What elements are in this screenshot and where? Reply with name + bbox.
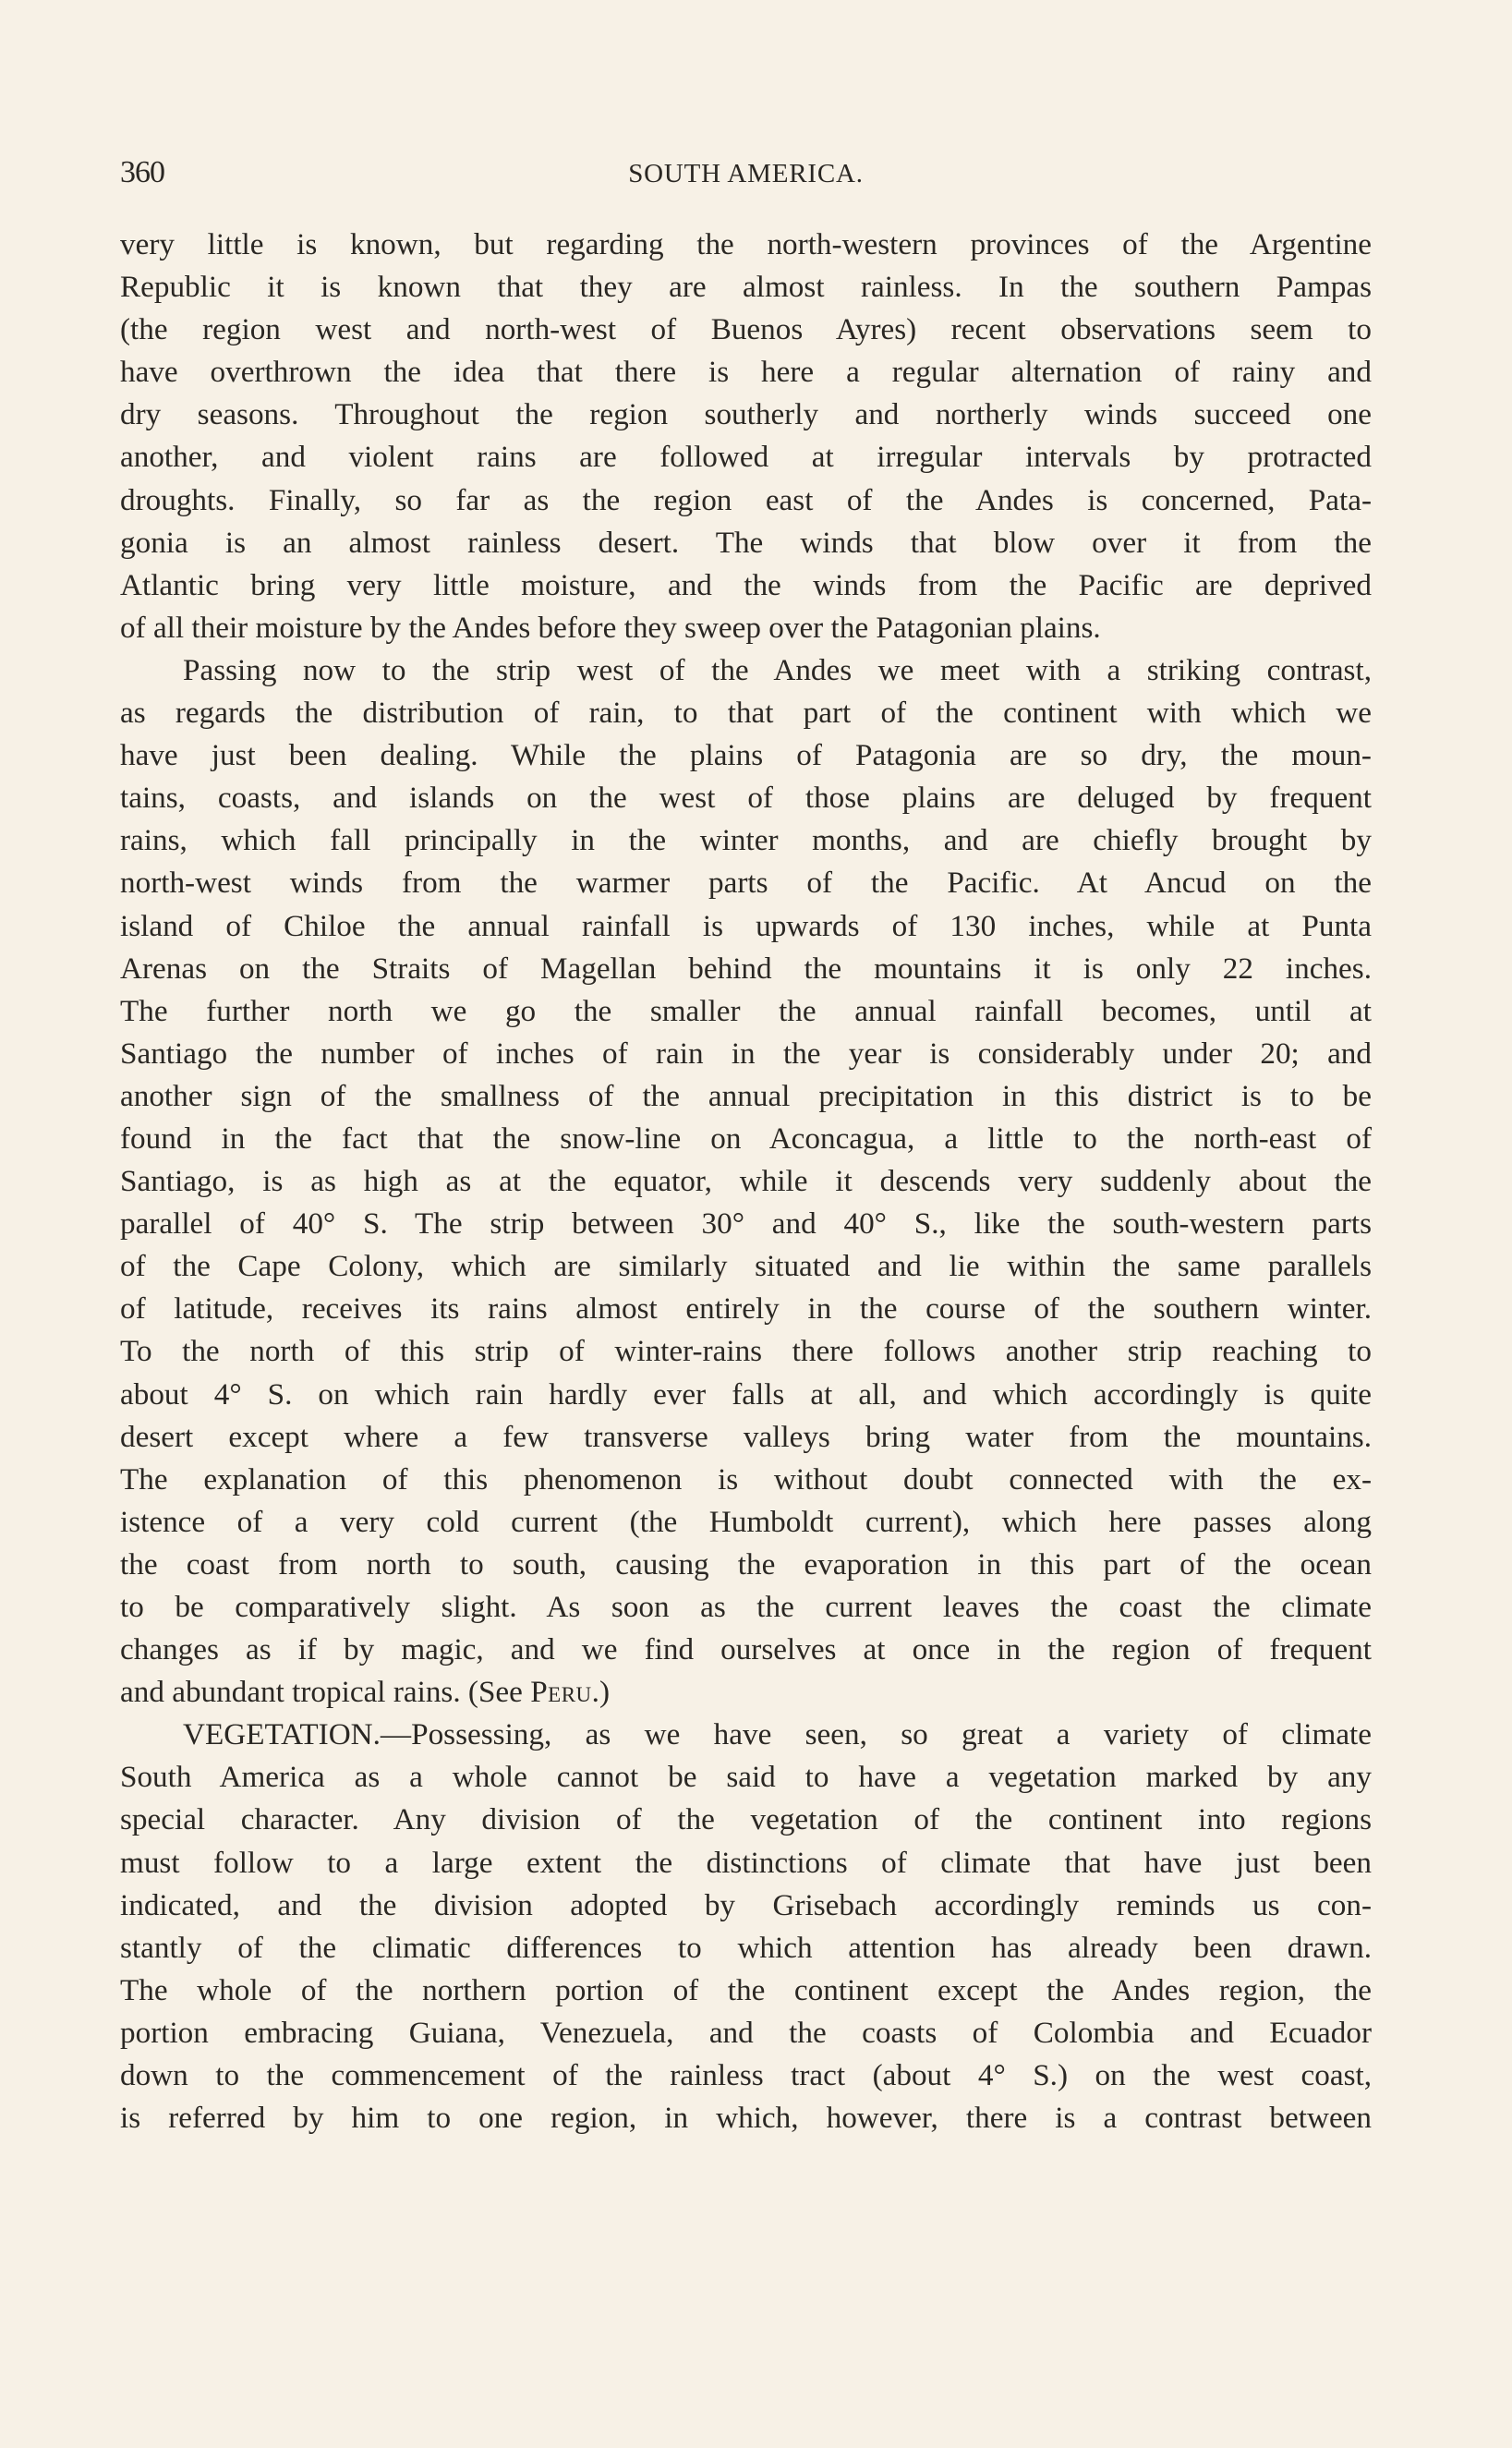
line-text: .) <box>591 1675 611 1710</box>
text-line: Santiago, is as high as at the equator, while it descends very suddenly about the <box>120 1164 1372 1199</box>
text-line: down to the commencement of the rainless tract (about 4° S.) on the west coast, <box>120 2058 1372 2093</box>
text-line: to be comparatively slight. As soon as the current leaves the coast the climate <box>120 1590 1372 1624</box>
text-line: To the north of this strip of winter-rains there follows another strip reaching to <box>120 1334 1372 1369</box>
text-line: tains, coasts, and islands on the west of those plains are deluged by frequent <box>120 781 1372 816</box>
text-line: Passing now to the strip west of the Andes we meet with a striking contrast, <box>183 652 1372 687</box>
text-line: changes as if by magic, and we find ourselves at once in the region of frequent <box>120 1632 1372 1667</box>
text-line: Arenas on the Straits of Magellan behind the mountains it is only 22 inches. <box>120 951 1372 986</box>
text-line: another, and violent rains are followed at irregular intervals by protracted <box>120 440 1372 475</box>
text-line: Republic it is known that they are almost rainless. In the southern Pampas <box>120 270 1372 305</box>
text-line: rains, which fall principally in the winter months, and are chiefly brought by <box>120 823 1372 858</box>
text-line: desert except where a few transverse valleys bring water from the mountains. <box>120 1419 1372 1454</box>
text-line: of the Cape Colony, which are similarly situated and lie within the same parallels <box>120 1249 1372 1284</box>
text-line: parallel of 40° S. The strip between 30° and 40° S., like the south-western parts <box>120 1206 1372 1242</box>
running-header <box>120 155 1372 192</box>
text-line: another sign of the smallness of the annual precipitation in this district is to be <box>120 1078 1372 1113</box>
cross-reference-link[interactable]: Peru <box>530 1675 592 1710</box>
text-line: dry seasons. Throughout the region southerly and northerly winds succeed one <box>120 397 1372 432</box>
text-line: istence of a very cold current (the Humboldt current), which here passes along <box>120 1504 1372 1539</box>
text-line: the coast from north to south, causing the evaporation in this part of the ocean <box>120 1546 1372 1582</box>
text-line: The further north we go the smaller the annual rainfall becomes, until at <box>120 993 1372 1028</box>
text-line: of all their moisture by the Andes before they sweep over the Patagonian plains. <box>120 610 1101 645</box>
text-line: about 4° S. on which rain hardly ever falls at all, and which accordingly is quite <box>120 1376 1372 1412</box>
text-line: have just been dealing. While the plains of Patagonia are so dry, the moun- <box>120 738 1372 773</box>
text-line: Santiago the number of inches of rain in the year is considerably under 20; and <box>120 1036 1372 1071</box>
page-number: 360 <box>120 155 164 189</box>
text-line: The explanation of this phenomenon is without doubt connected with the ex- <box>120 1461 1372 1497</box>
text-line: is referred by him to one region, in which, however, there is a contrast between <box>120 2101 1372 2136</box>
text-line: Atlantic bring very little moisture, and the winds from the Pacific are deprived <box>120 567 1372 602</box>
text-line: portion embracing Guiana, Venezuela, and the coasts of Colombia and Ecuador <box>120 2015 1372 2050</box>
text-line: island of Chiloe the annual rainfall is upwards of 130 inches, while at Punta <box>120 908 1372 943</box>
text-line: The whole of the northern portion of the continent except the Andes region, the <box>120 1972 1372 2007</box>
text-line: South America as a whole cannot be said to have a vegetation marked by any <box>120 1760 1372 1795</box>
text-line: as regards the distribution of rain, to that part of the continent with which we <box>120 696 1372 731</box>
text-line: found in the fact that the snow-line on Aconcagua, a little to the north-east of <box>120 1121 1372 1156</box>
text-line: indicated, and the division adopted by Grisebach accordingly reminds us con- <box>120 1887 1372 1922</box>
text-line: VEGETATION.—Possessing, as we have seen, so great a variety of climate <box>183 1717 1372 1752</box>
text-line <box>120 1671 1372 1714</box>
text-line: must follow to a large extent the distinctions of climate that have just been <box>120 1845 1372 1880</box>
text-line: gonia is an almost rainless desert. The winds that blow over it from the <box>120 525 1372 560</box>
text-line: very little is known, but regarding the north-western provinces of the Argentine <box>120 227 1372 261</box>
text-line: special character. Any division of the vegetation of the continent into regions <box>120 1802 1372 1837</box>
text-line: north-west winds from the warmer parts of the Pacific. At Ancud on the <box>120 866 1372 901</box>
body-text <box>120 224 1372 2139</box>
text-line: droughts. Finally, so far as the region east of the Andes is concerned, Pata- <box>120 482 1372 517</box>
text-line: of latitude, receives its rains almost entirely in the course of the southern winter. <box>120 1291 1372 1327</box>
line-text: and abundant tropical rains. (See <box>120 1675 531 1710</box>
running-title: SOUTH AMERICA. <box>628 159 864 188</box>
text-line: (the region west and north-west of Buenos Ayres) recent observations seem to <box>120 312 1372 347</box>
text-line: have overthrown the idea that there is here a regular alternation of rainy and <box>120 355 1372 390</box>
text-line: stantly of the climatic differences to which attention has already been drawn. <box>120 1930 1372 1965</box>
